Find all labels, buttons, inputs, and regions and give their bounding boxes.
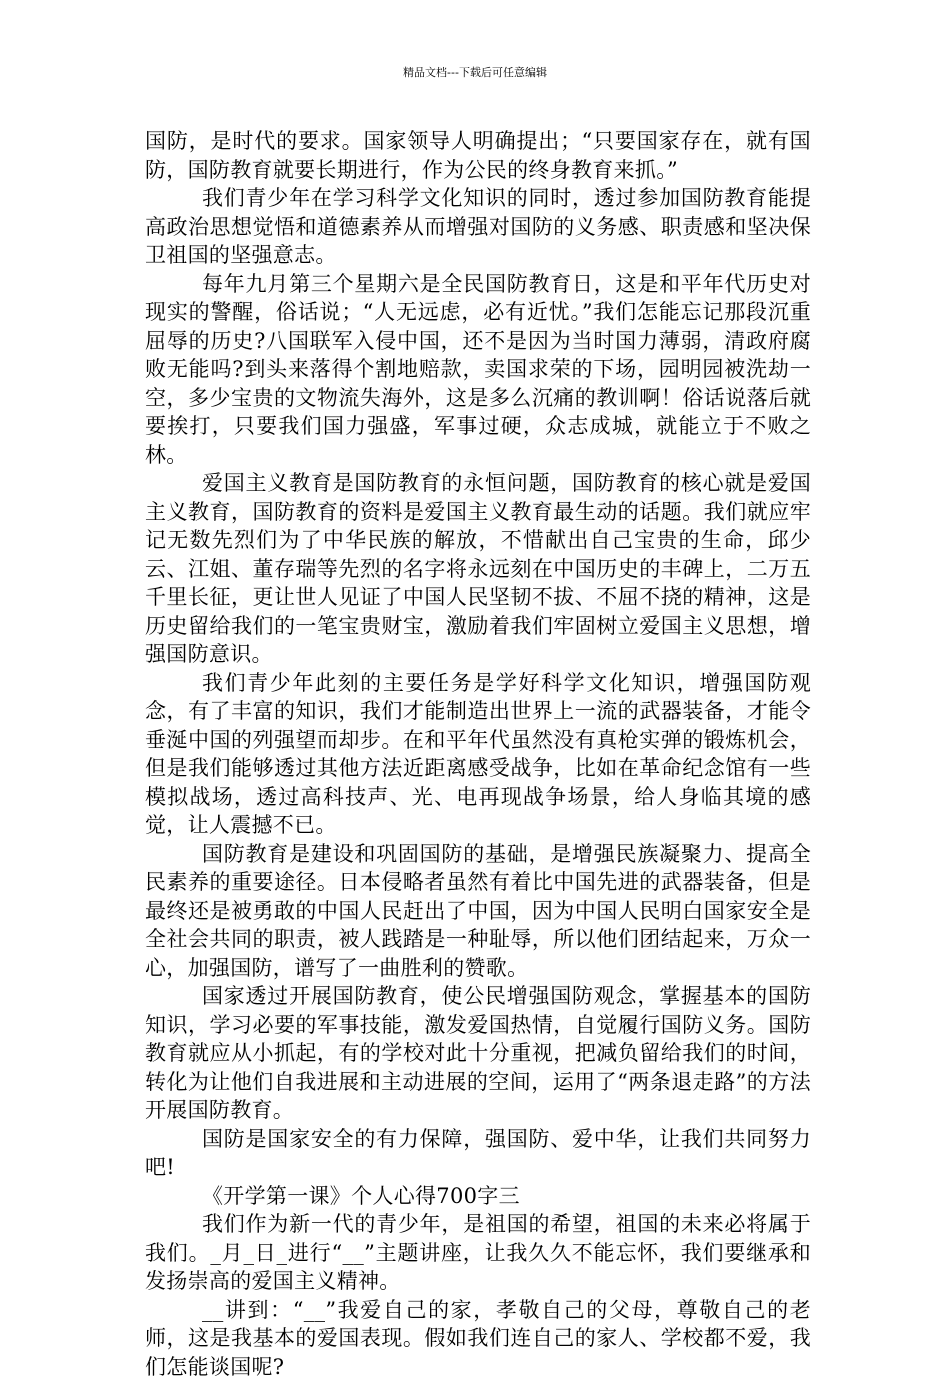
page-header: 精品文档---下载后可任意编辑 [0, 66, 950, 80]
document-body [145, 127, 811, 1381]
paragraph-4: 爱国主义教育是国防教育的永恒问题，国防教育的核心就是爱国主义教育，国防教育的资料是爱国主义教育最生动的话题。我们就应牢记无数先烈们为了中华民族的解放，不惜献出自己宝贵的生命，邱少云、江姐、董存瑞等先烈的名字将永远刻在中国历史的丰碑上，二万五千里长征，更让世人见证了中国人民坚韧不拔、不屈不挠的精神，这是历史留给我们的一笔宝贵财宝，激励着我们牢固树立爱国主义思想，增强国防意识。 [145, 469, 811, 669]
paragraph-6: 国防教育是建设和巩固国防的基础，是增强民族凝聚力、提高全民素养的重要途径。日本侵略者虽然有着比中国先进的武器装备，但是最终还是被勇敢的中国人民赶出了中国，因为中国人民明白国家安全是全社会共同的职责，被人践踏是一种耻辱，所以他们团结起来，万众一心，加强国防，谱写了一曲胜利的赞歌。 [145, 840, 811, 983]
paragraph-11: __讲到：“__”我爱自己的家，孝敬自己的父母，尊敬自己的老师，这是我基本的爱国表现。假如我们连自己的家人、学校都不爱，我们怎能谈国呢? [145, 1296, 811, 1381]
paragraph-5: 我们青少年此刻的主要任务是学好科学文化知识，增强国防观念，有了丰富的知识，我们才能制造出世界上一流的武器装备，才能令垂涎中国的列强望而却步。在和平年代虽然没有真枪实弹的锻炼机会，但是我们能够透过其他方法近距离感受战争，比如在革命纪念馆有一些模拟战场，透过高科技声、光、电再现战争场景，给人身临其境的感觉，让人震撼不已。 [145, 669, 811, 840]
paragraph-3: 每年九月第三个星期六是全民国防教育日，这是和平年代历史对现实的警醒，俗话说；“人无远虑，必有近忧。”我们怎能忘记那段沉重屈辱的历史?八国联军入侵中国，还不是因为当时国力薄弱，清政府腐败无能吗?到头来落得个割地赔款，卖国求荣的下场，园明园被洗劫一空，多少宝贵的文物流失海外，这是多么沉痛的教训啊！俗话说落后就要挨打，只要我们国力强盛，军事过硬，众志成城，就能立于不败之林。 [145, 270, 811, 470]
paragraph-7: 国家透过开展国防教育，使公民增强国防观念，掌握基本的国防知识，学习必要的军事技能，激发爱国热情，自觉履行国防义务。国防教育就应从小抓起，有的学校对此十分重视，把减负留给我们的时间，转化为让他们自我进展和主动进展的空间，运用了“两条退走路”的方法开展国防教育。 [145, 982, 811, 1125]
paragraph-10: 我们作为新一代的青少年，是祖国的希望，祖国的未来必将属于我们。_月_日_进行“__”主题讲座，让我久久不能忘怀，我们要继承和发扬崇高的爱国主义精神。 [145, 1210, 811, 1296]
paragraph-8: 国防是国家安全的有力保障，强国防、爱中华，让我们共同努力吧! [145, 1125, 811, 1182]
paragraph-1: 国防，是时代的要求。国家领导人明确提出；“只要国家存在，就有国防，国防教育就要长期进行，作为公民的终身教育来抓。” [145, 127, 811, 184]
paragraph-2: 我们青少年在学习科学文化知识的同时，透过参加国防教育能提高政治思想觉悟和道德素养从而增强对国防的义务感、职责感和坚决保卫祖国的坚强意志。 [145, 184, 811, 270]
section-heading: 《开学第一课》个人心得700字三 [145, 1182, 811, 1211]
